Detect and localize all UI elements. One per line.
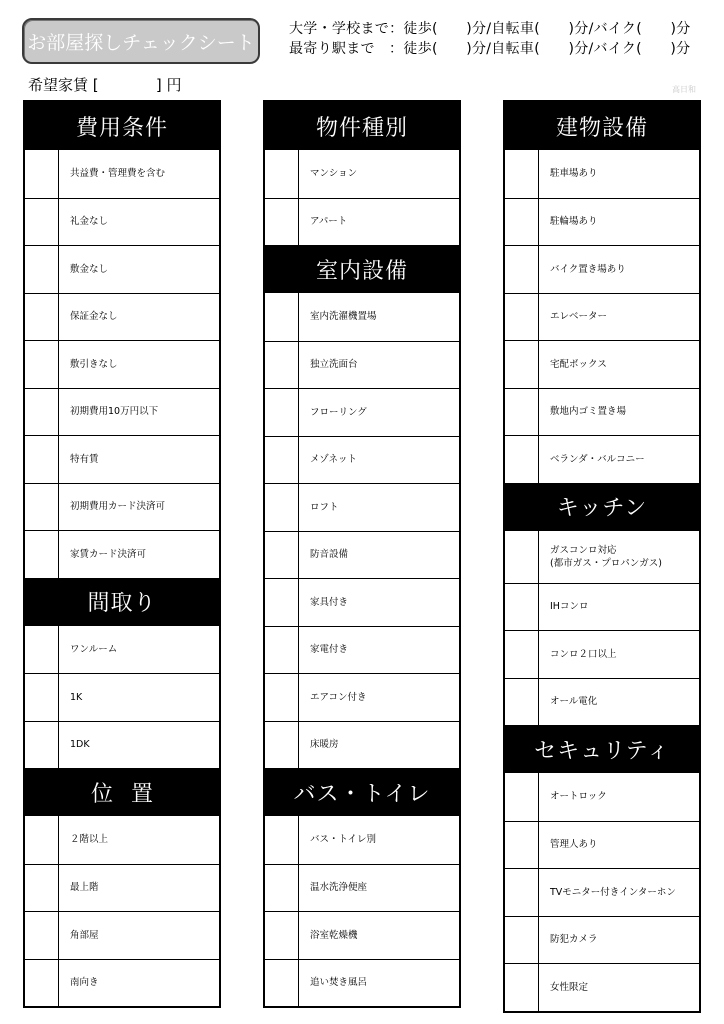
checklist-row[interactable] (25, 245, 219, 293)
checkbox[interactable] (25, 341, 59, 388)
item-label: フローリング (310, 406, 367, 418)
checkbox[interactable] (505, 294, 539, 341)
checklist-row[interactable] (25, 911, 219, 959)
item-label: IHコンロ (550, 601, 589, 613)
item-label: 1DK (70, 739, 90, 751)
checkbox[interactable] (265, 674, 299, 721)
checklist-row[interactable] (505, 150, 699, 198)
checklist-row[interactable] (265, 531, 459, 579)
item-label: 防音設備 (310, 549, 349, 561)
checkbox[interactable] (505, 150, 539, 198)
item-label: 浴室乾燥機 (310, 929, 358, 941)
checklist-row[interactable] (25, 959, 219, 1007)
checkbox[interactable] (25, 294, 59, 341)
item-label: 独立洗面台 (310, 359, 358, 371)
item-label: バイク置き場あり (550, 263, 626, 275)
checklist-row[interactable] (505, 583, 699, 631)
section-heading-indoor: 室内設備 (265, 245, 459, 293)
checklist-row[interactable] (505, 293, 699, 341)
checklist-row[interactable] (265, 673, 459, 721)
checkbox[interactable] (265, 389, 299, 436)
section-heading-type: 物件種別 (265, 102, 459, 150)
checklist-row[interactable] (265, 436, 459, 484)
checklist-row[interactable] (25, 673, 219, 721)
checklist-row[interactable] (265, 578, 459, 626)
checkbox[interactable] (25, 531, 59, 578)
checklist-row[interactable] (265, 388, 459, 436)
checkbox[interactable] (25, 436, 59, 483)
checkbox[interactable] (265, 199, 299, 246)
checklist-row[interactable] (505, 630, 699, 678)
section-heading-cost: 費用条件 (25, 102, 219, 150)
checkbox[interactable] (265, 532, 299, 579)
checklist-row[interactable] (505, 340, 699, 388)
column-2 (263, 100, 461, 1008)
checkbox[interactable] (505, 199, 539, 246)
checkbox[interactable] (265, 579, 299, 626)
checklist-row[interactable] (505, 198, 699, 246)
checklist-row[interactable] (265, 293, 459, 341)
checkbox[interactable] (505, 246, 539, 293)
checklist-row[interactable] (265, 198, 459, 246)
checklist-row[interactable] (265, 483, 459, 531)
item-label: ２階以上 (70, 834, 109, 846)
item-label: バス・トイレ別 (310, 834, 377, 846)
checkbox[interactable] (265, 293, 299, 341)
checklist-row[interactable] (25, 864, 219, 912)
checkbox[interactable] (265, 484, 299, 531)
checkbox[interactable] (505, 436, 539, 483)
checkbox[interactable] (25, 912, 59, 959)
checkbox[interactable] (25, 816, 59, 864)
item-label: コンロ２口以上 (550, 648, 617, 660)
item-label: 駐車場あり (550, 168, 598, 180)
checklist-row[interactable] (265, 721, 459, 769)
checkbox[interactable] (25, 150, 59, 198)
checkbox[interactable] (25, 246, 59, 293)
item-label-note: (都市ガス・プロパンガス) (550, 557, 662, 569)
checklist-row[interactable] (265, 626, 459, 674)
checklist-row[interactable] (505, 821, 699, 869)
section-heading-position: 位置 (25, 768, 219, 816)
item-label: 家賃カード決済可 (70, 548, 147, 560)
item-label: 温水洗浄便座 (310, 882, 368, 894)
checklist-row[interactable] (505, 773, 699, 821)
checkbox[interactable] (265, 865, 299, 912)
item-label-main: ガスコンロ対応 (550, 544, 617, 556)
item-label: エアコン付き (310, 691, 367, 703)
section-heading-kitchen: キッチン (505, 483, 699, 531)
item-label: ロフト (310, 501, 339, 513)
section-heading-building: 建物設備 (505, 102, 699, 150)
checklist-row[interactable] (505, 868, 699, 916)
item-label: オートロック (550, 791, 607, 803)
item-label: 女性限定 (550, 981, 589, 993)
item-label: 保証金なし (70, 311, 118, 323)
item-label: 宅配ボックス (550, 358, 607, 370)
item-label: 南向き (70, 977, 99, 989)
checkbox[interactable] (505, 531, 539, 583)
checklist-row[interactable] (25, 530, 219, 578)
checklist-row[interactable] (505, 245, 699, 293)
item-label: 追い焚き風呂 (310, 977, 368, 989)
watermark: 高日和 (672, 85, 696, 94)
checkbox[interactable] (505, 679, 539, 726)
item-label: ベランダ・バルコニー (550, 453, 645, 465)
checkbox[interactable] (25, 484, 59, 531)
item-label: エレベーター (550, 311, 608, 323)
checklist-row[interactable] (25, 293, 219, 341)
checklist-row[interactable] (265, 864, 459, 912)
checklist-row[interactable] (265, 959, 459, 1007)
item-label: メゾネット (310, 454, 358, 466)
checkbox[interactable] (265, 150, 299, 198)
item-label: 家電付き (310, 644, 349, 656)
checkbox[interactable] (265, 816, 299, 864)
section-heading-bath: バス・トイレ (265, 768, 459, 816)
checklist-row[interactable] (265, 911, 459, 959)
item-label (539, 531, 699, 583)
item-label: 1K (70, 691, 83, 703)
checkbox[interactable] (25, 960, 59, 1007)
checklist-row[interactable] (25, 721, 219, 769)
item-label: TVモニター付きインターホン (550, 886, 676, 898)
section-heading-layout: 間取り (25, 578, 219, 626)
checkbox[interactable] (265, 342, 299, 389)
checkbox[interactable] (265, 627, 299, 674)
item-label: マンション (310, 168, 358, 180)
distance-station-line: 最寄り駅まで ：徒歩( )分/自転車( )分/バイク( )分 (289, 41, 691, 57)
checklist-row[interactable] (265, 341, 459, 389)
sheet-title: お部屋探しチェックシート (22, 18, 260, 64)
checkbox[interactable] (25, 865, 59, 912)
checklist-row[interactable] (505, 916, 699, 964)
checklist-row[interactable] (505, 435, 699, 483)
column-1 (23, 100, 221, 1008)
checkbox[interactable] (505, 773, 539, 821)
checkbox[interactable] (265, 437, 299, 484)
item-label: 防犯カメラ (550, 934, 598, 946)
checkbox[interactable] (505, 631, 539, 678)
item-label: 特有賃 (70, 453, 99, 465)
checklist-row[interactable] (505, 963, 699, 1011)
item-label: 室内洗濯機置場 (310, 311, 377, 323)
checklist-row[interactable] (505, 678, 699, 726)
item-label: 敷地内ゴミ置き場 (550, 406, 627, 418)
item-label: 家具付き (310, 596, 349, 608)
checklist-row[interactable] (505, 388, 699, 436)
item-label: 初期費用10万円以下 (70, 406, 159, 418)
checkbox[interactable] (25, 389, 59, 436)
column-3 (503, 100, 701, 1013)
checklist-row[interactable] (505, 531, 699, 583)
checklist-row[interactable] (25, 816, 219, 864)
checkbox[interactable] (505, 869, 539, 916)
checklist-row[interactable] (25, 483, 219, 531)
checkbox[interactable] (265, 912, 299, 959)
checklist-row[interactable] (25, 198, 219, 246)
checklist-row[interactable] (25, 340, 219, 388)
checklist-row[interactable] (265, 816, 459, 864)
checklist-row[interactable] (25, 388, 219, 436)
checkbox[interactable] (25, 722, 59, 769)
checkbox[interactable] (505, 389, 539, 436)
checkbox[interactable] (25, 626, 59, 674)
checkbox[interactable] (505, 917, 539, 964)
checkbox[interactable] (505, 584, 539, 631)
item-label: オール電化 (550, 696, 598, 708)
distance-school-line: 大学・学校まで：徒歩( )分/自転車( )分/バイク( )分 (289, 21, 691, 37)
checkbox[interactable] (505, 822, 539, 869)
item-label: アパート (310, 216, 348, 228)
desired-rent: 希望家賃 [ ] 円 (28, 76, 182, 94)
item-label: 駐輪場あり (550, 216, 598, 228)
checklist-row[interactable] (25, 626, 219, 674)
item-label: ワンルーム (70, 643, 118, 655)
item-label: 角部屋 (70, 929, 99, 941)
checkbox[interactable] (505, 964, 539, 1011)
item-label: 床暖房 (310, 739, 339, 751)
checklist-row[interactable] (25, 435, 219, 483)
checkbox[interactable] (265, 722, 299, 769)
checklist-row[interactable] (25, 150, 219, 198)
checkbox[interactable] (265, 960, 299, 1007)
checklist-row[interactable] (265, 150, 459, 198)
checkbox[interactable] (25, 674, 59, 721)
checkbox[interactable] (505, 341, 539, 388)
item-label: 初期費用カード決済可 (70, 501, 166, 513)
item-label: 敷金なし (70, 263, 109, 275)
checkbox[interactable] (25, 199, 59, 246)
item-label: 管理人あり (550, 839, 598, 851)
section-heading-security: セキュリティ (505, 725, 699, 773)
item-label: 共益費・管理費を含む (70, 168, 166, 180)
item-label: 礼金なし (70, 216, 109, 228)
item-label: 敷引きなし (70, 358, 118, 370)
item-label: 最上階 (70, 882, 99, 894)
